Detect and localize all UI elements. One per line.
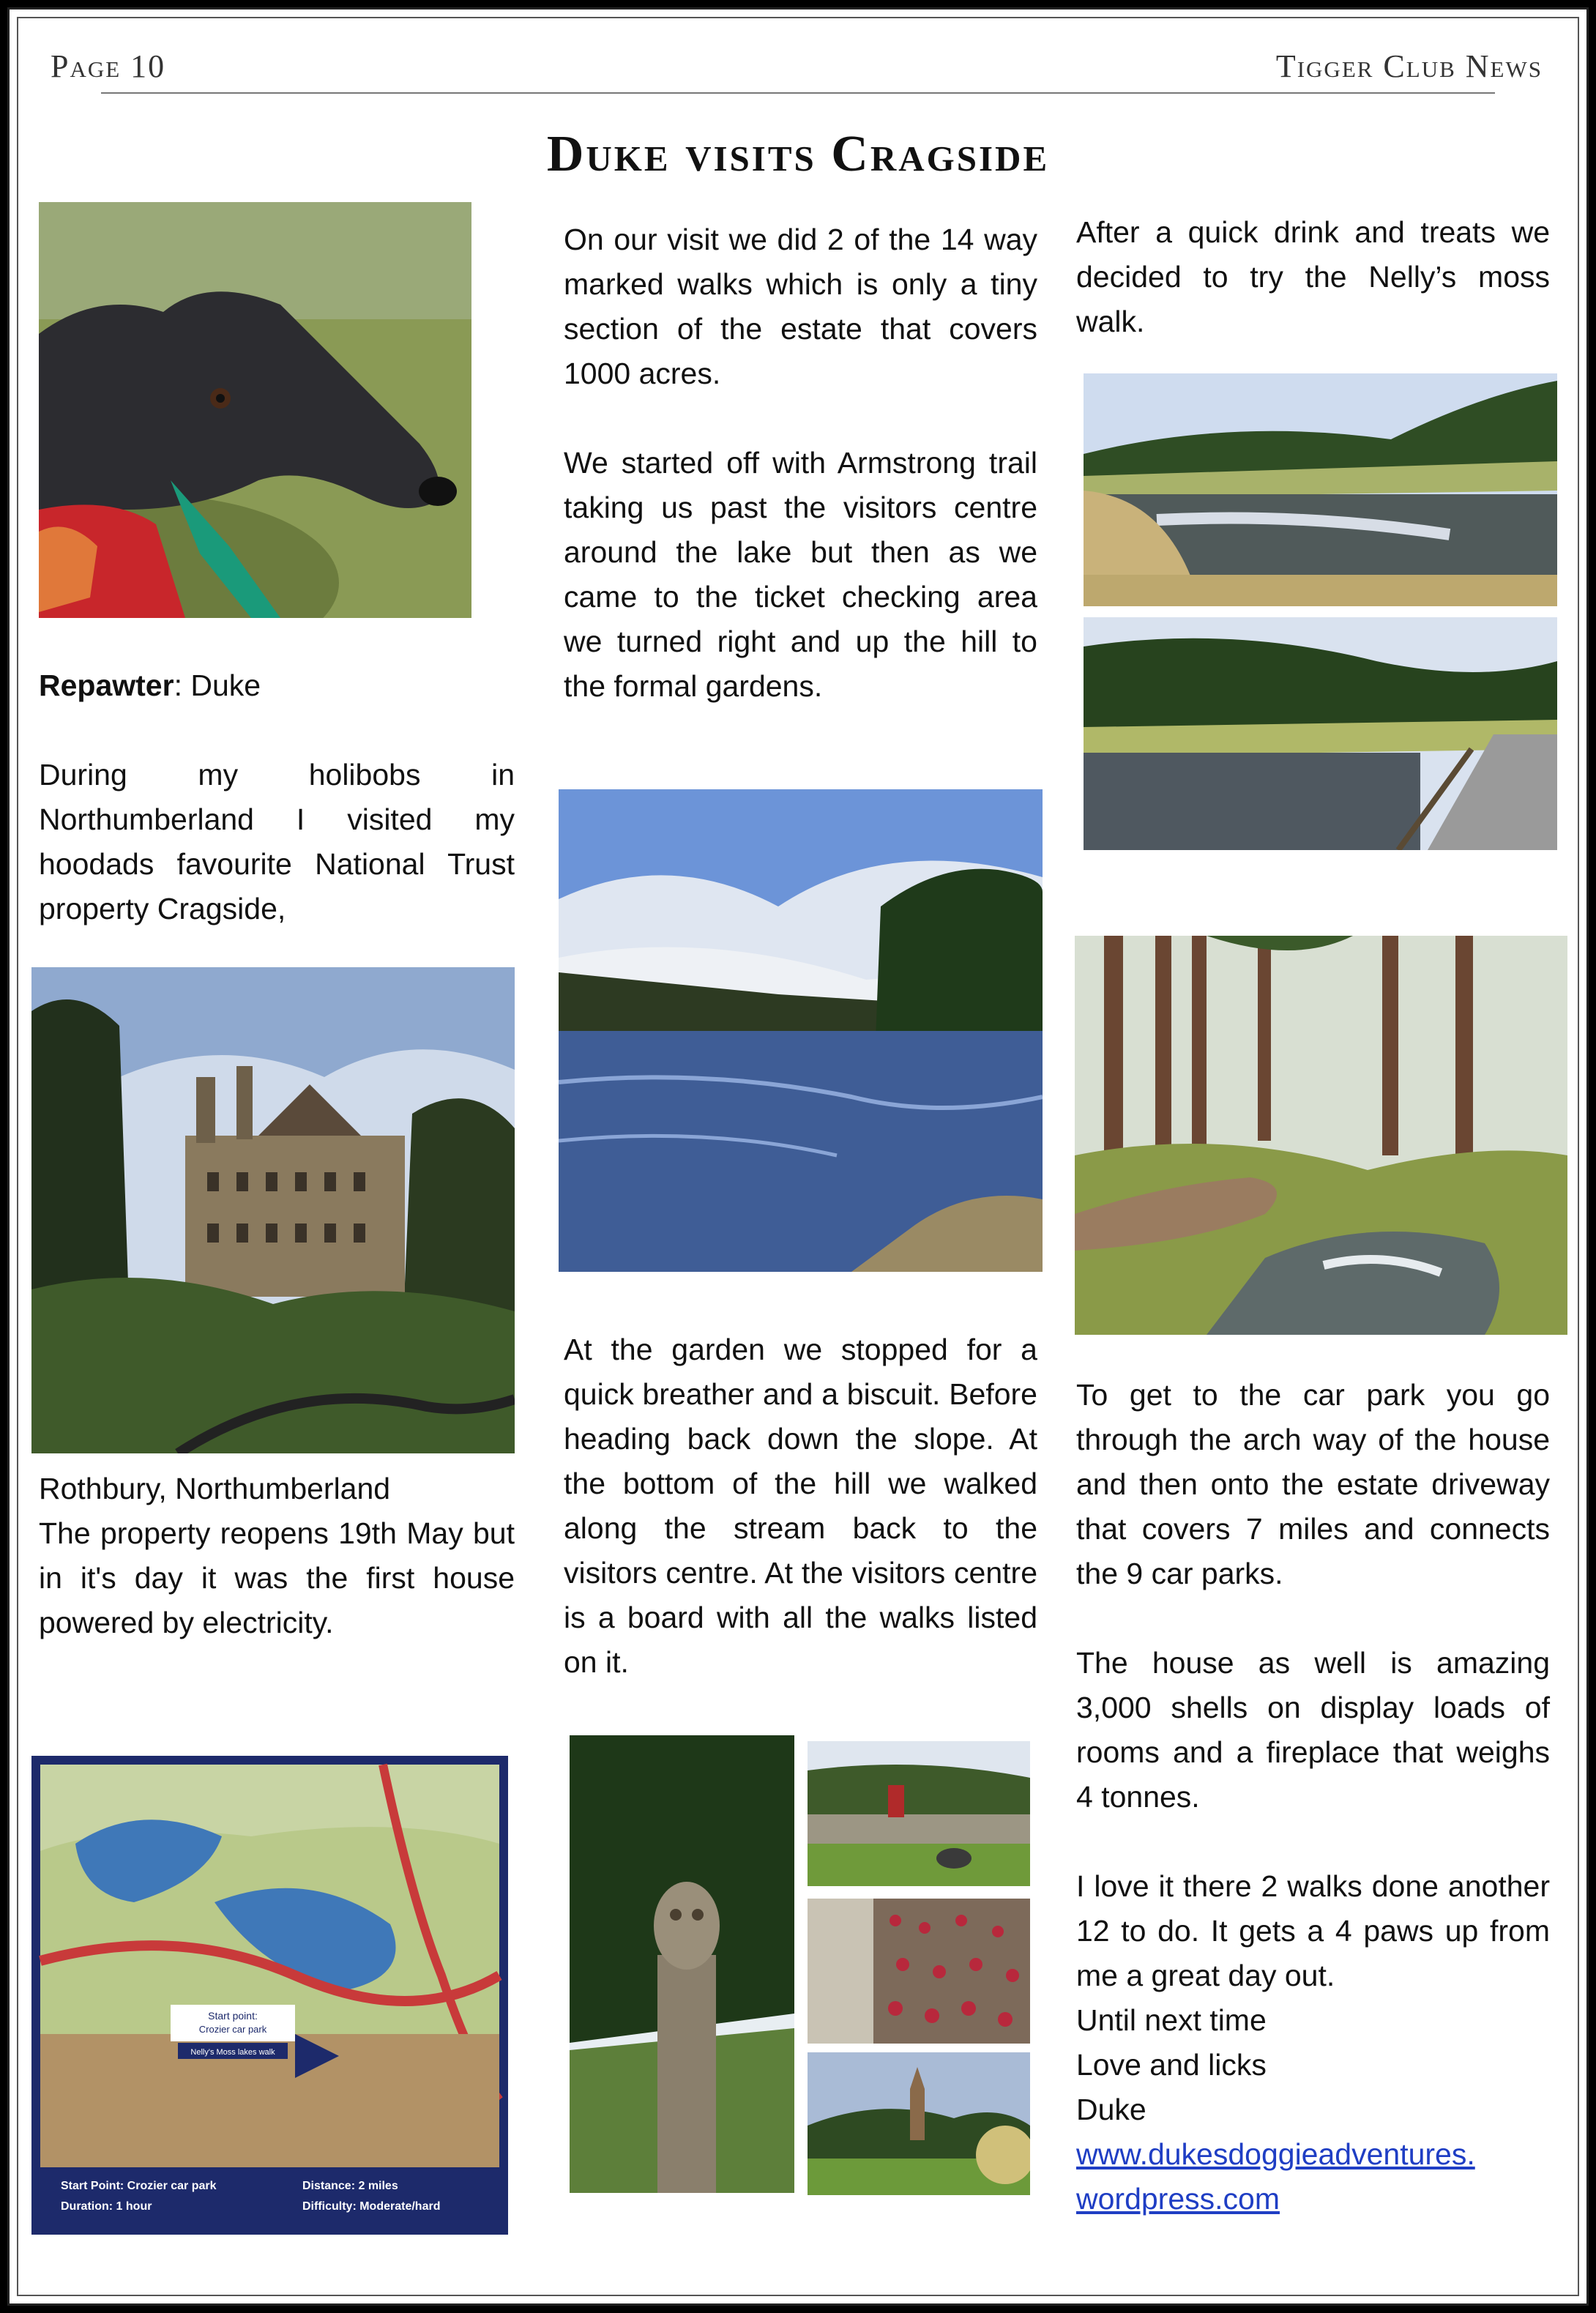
col2-paragraph-bottom xyxy=(564,1327,1037,1685)
signoff-line-2: Love and licks xyxy=(1076,2048,1267,2082)
col2-p1: On our visit we did 2 of the 14 way marked walks which is only a tiny section of the estate that covers 1000 acres. xyxy=(564,223,1037,390)
newsletter-page xyxy=(7,7,1589,2306)
col1-intro-paragraph xyxy=(39,753,515,931)
photo-cragside-house xyxy=(31,967,515,1453)
photo-owl-carving xyxy=(570,1735,794,2193)
newsletter-name: Tigger Club News xyxy=(1275,48,1543,84)
intro-text: During my holibobs in Northumberland I visited my hoodads favourite National Trust property Cragside, xyxy=(39,758,515,925)
photo-nellys-moss-lake-1 xyxy=(1084,373,1557,606)
col1-location-block xyxy=(39,1467,515,1645)
map-start-point-label: Start point: xyxy=(208,2010,258,2022)
reporter-name: Duke xyxy=(190,668,261,702)
reporter-label: Repawter xyxy=(39,668,174,702)
map-footer-distance: Distance: 2 miles xyxy=(302,2180,398,2192)
photo-monument-garden xyxy=(808,2052,1030,2195)
location-text: Rothbury, Northumberland xyxy=(39,1472,391,1505)
map-start-point: Crozier car park xyxy=(198,2024,267,2035)
col3-p3: The house as well is amazing 3,000 shells on display loads of rooms and a fireplace that weighs 4 tonnes. xyxy=(1076,1646,1550,1814)
photo-nellys-moss-lake-2 xyxy=(1084,617,1557,850)
photo-woodland-stream xyxy=(1075,936,1567,1335)
col3-p2: To get to the car park you go through the arch way of the house and then onto the estate driveway that covers 7 miles and connects the 9 car parks. xyxy=(1076,1378,1550,1590)
col2-p3: At the garden we stopped for a quick breather and a biscuit. Before heading back down the slope. At the bottom of the hill we walked along the stream back to the visitors centre. At the visitors centre is a board with all the walks listed on it. xyxy=(564,1333,1037,1679)
blog-link-line-1[interactable]: www.dukesdoggieadventures. xyxy=(1076,2137,1475,2171)
col2-p2: We started off with Armstrong trail taking us past the visitors centre around the lake but then as we came to the ticket checking area we turned right and up the hill to the formal gardens. xyxy=(564,446,1037,703)
col3-p1: After a quick drink and treats we decided to try the Nelly’s moss walk. xyxy=(1076,215,1550,338)
article-title: Duke visits Cragside xyxy=(546,126,1050,182)
reporter-separator: : xyxy=(174,668,191,702)
reopen-text: The property reopens 19th May but in it's day it was the first house powered by electricity. xyxy=(39,1516,515,1639)
photo-tulip-beds xyxy=(808,1899,1030,2044)
header-rule xyxy=(101,92,1495,94)
col3-paragraphs xyxy=(1076,1373,1550,2221)
map-footer-start: Start Point: Crozier car park xyxy=(61,2180,217,2192)
map-walk-name: Nelly's Moss lakes walk xyxy=(190,2048,275,2057)
col3-intro xyxy=(1076,210,1550,344)
map-footer-difficulty: Difficulty: Moderate/hard xyxy=(302,2200,441,2213)
reporter-line xyxy=(39,663,515,708)
signoff-line-3: Duke xyxy=(1076,2093,1146,2126)
blog-link-line-2[interactable]: wordpress.com xyxy=(1076,2182,1280,2216)
col2-paragraphs-top xyxy=(564,217,1037,709)
col3-p4: I love it there 2 walks done another 12 to do. It gets a 4 paws up from me a great day out. xyxy=(1076,1869,1550,1992)
photo-walk-map-board xyxy=(31,1756,508,2235)
page-number: Page 10 xyxy=(51,48,166,84)
signoff-line-1: Until next time xyxy=(1076,2003,1267,2037)
photo-duke-on-wall xyxy=(808,1741,1030,1886)
map-footer-duration: Duration: 1 hour xyxy=(61,2200,152,2213)
photo-duke-greyhound xyxy=(39,202,471,618)
photo-lake xyxy=(559,789,1043,1272)
